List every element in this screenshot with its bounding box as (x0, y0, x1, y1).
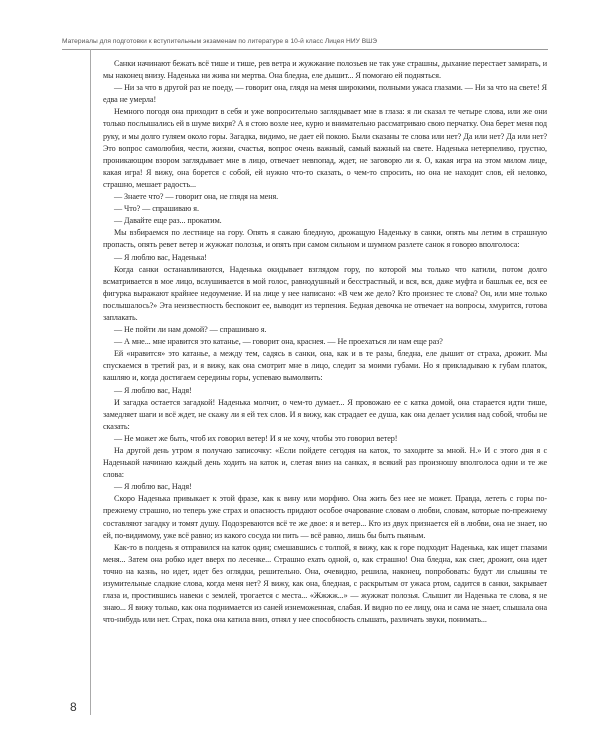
paragraph: — Не пойти ли нам домой? — спрашиваю я. (114, 325, 267, 335)
paragraph: — А мне... мне нравится это катанье, — говорит она, краснея. — Не проехаться ли нам еще раз? (114, 337, 443, 347)
body-text (103, 58, 547, 708)
paragraph: — Не может же быть, чтоб их говорил ветер! И я не хочу, чтобы это говорил ветер! (114, 433, 398, 443)
paragraph: Санки начинают бежать всё тише и тише, рев ветра и жужжание полозьев не так уже страшны, дыхание перестает замирать, и мы наконец внизу. Наденька ни жива ни мертва. Она бледна, еле дышит... Я помогаю ей подняться. (103, 59, 547, 81)
paragraph: — Что? — спрашиваю я. (114, 204, 199, 214)
paragraph: Скоро Наденька привыкает к этой фразе, как к вину или морфию. Она жить без нее не может. Правда, лететь с горы по-прежнему страшно, но теперь уже страх и опасность придают особое очарование словам о любви, словам, которые по-прежнему составляют загадку и томят душу. Подозреваются всё те же двое: я и ветер... Кто из двух признается ей в любви, она не знает, но ей, по-видимому, уже всё равно; из какого сосуда ни пить — всё равно, лишь бы быть пьяным. (103, 494, 547, 540)
paragraph: Как-то в полдень я отправился на каток один; смешавшись с толпой, я вижу, как к горе подходит Наденька, как ищет глазами меня... Затем она робко идет вверх по лесенке... Страшно ехать одной, о, как страшно! Она бледна, как снег, дрожит, она идет точно на казнь, но идет, идет без оглядки, решительно. Она, очевидно, решила, наконец, попробовать: будут ли слышны те изумительные сладкие слова, когда меня нет? Я вижу, как она, бледная, с раскрытым от ужаса ртом, садится в санки, закрывает глаза и, простившись навеки с землей, трогается с места... «Жжжж...» — жужжат полозья. Слышит ли Наденька те слова, я не знаю... Я вижу только, как она поднимается из саней изнеможенная, слабая. И видно по ее лицу, она и сама не знает, слышала она что-нибудь или нет. Страх, пока она катила вниз, отнял у нее способность слышать, различать звуки, понимать... (103, 542, 547, 625)
running-header: Материалы для подготовки к вступительным экзаменам по литературе в 10-й класс Лицея НИУ ВШЭ (62, 38, 378, 45)
paragraph: — Я люблю вас, Наденька! (114, 252, 207, 262)
header-divider (62, 49, 548, 50)
paragraph: Когда санки останавливаются, Наденька окидывает взглядом гору, по которой мы только что катили, потом долго всматривается в мое лицо, вслушивается в мой голос, равнодушный и бесстрастный, и вся, вся, даже муфта и башлык ее, вся ее фигурка выражают крайнее недоумение. И на лице у нее написано: «В чем же дело? Кто произнес те слова? Он, или мне только послышалось?» Эта неизвестность беспокоит ее, выводит из терпения. Бедная девочка не отвечает на вопросы, хмурится, готова заплакать. (103, 264, 547, 322)
paragraph: Ей «нравится» это катанье, а между тем, садясь в санки, она, как и в те разы, бледна, еле дышит от страха, дрожит. Мы спускаемся в третий раз, и я вижу, как она смотрит мне в лицо, следит за моими губами. Но я прикладываю к губам платок, кашляю и, когда достигаем середины горы, успеваю вымолвить: (103, 349, 547, 383)
paragraph: И загадка остается загадкой! Наденька молчит, о чем-то думает... Я провожаю ее с катка домой, она старается идти тише, замедляет шаги и всё ждет, не скажу ли я ей тех слов. И я вижу, как страдает ее душа, как она делает усилия над собой, чтобы не сказать: (103, 397, 547, 431)
paragraph: — Я люблю вас, Надя! (114, 482, 192, 492)
margin-rule (90, 49, 91, 715)
paragraph: — Давайте еще раз... прокатим. (114, 216, 222, 226)
paragraph: — Знаете что? — говорит она, не глядя на меня. (114, 192, 279, 202)
paragraph: Мы взбираемся по лестнице на гору. Опять я сажаю бледную, дрожащую Наденьку в санки, опять мы летим в страшную пропасть, опять ревет ветер и жужжат полозья, и опять при самом сильном и шумном разлете санок я говорю вполголоса: (103, 228, 547, 250)
paragraph: — Я люблю вас, Надя! (114, 385, 192, 395)
page-number: 8 (70, 700, 77, 714)
paragraph: На другой день утром я получаю записочку: «Если пойдете сегодня на каток, то заходите за мной. Н.» И с этого дня я с Наденькой начинаю каждый день ходить на каток и, слетая вниз на санках, я всякий раз произношу вполголоса одни и те же слова: (103, 446, 547, 480)
paragraph: — Ни за что в другой раз не поеду, — говорит она, глядя на меня широкими, полными ужаса глазами. — Ни за что на свете! Я едва не умерла! (103, 83, 547, 105)
paragraph: Немного погодя она приходит в себя и уже вопросительно заглядывает мне в глаза: я ли сказал те четыре слова, или же они только послышались ей в шуме вихря? А я стою возле нее, курю и внимательно рассматриваю свою перчатку. Она берет меня под руку, и мы долго гуляем около горы. Загадка, видимо, не дает ей покою. Были сказаны те слова или нет? Да или нет? Да или нет? Это вопрос самолюбия, чести, жизни, счастья, вопрос очень важный, самый важный на свете. Наденька нетерпеливо, грустно, проникающим взором заглядывает мне в лицо, отвечает невпопад, ждет, не заговорю ли я. О, какая игра на этом милом лице, какая игра! Я вижу, она борется с собой, ей нужно что-то сказать, о чем-то спросить, но она не находит слов, ей неловко, страшно, мешает радость... (103, 107, 547, 189)
